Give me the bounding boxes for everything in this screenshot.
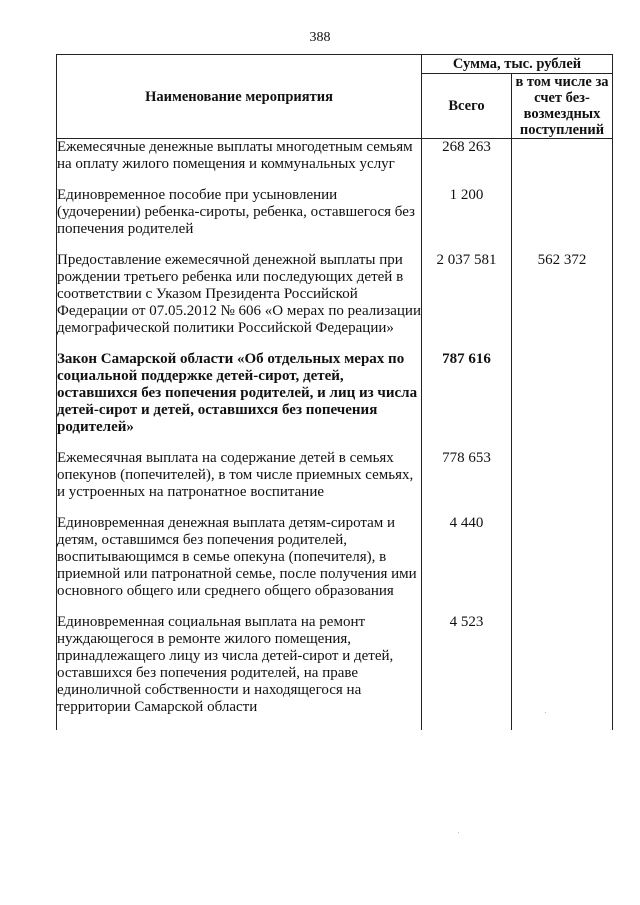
row-free [512,139,613,188]
row-name: Ежемесячные денежные выплаты многодетным семьям на оплату жилого помещения и коммунальных услуг [57,139,422,188]
row-total: 4 523 [422,614,512,730]
scan-speck [545,712,546,713]
page-number: 388 [309,30,331,45]
table-row [57,187,613,252]
row-name: Единовременное пособие при усыновлении (удочерении) ребенка-сироты, ребенка, оставшегося без попечения родителей [57,187,422,252]
row-free [512,450,613,515]
row-total: 778 653 [422,450,512,515]
table-row [57,614,613,730]
row-total: 4 440 [422,515,512,614]
row-free [512,515,613,614]
table-row [57,252,613,351]
header-activity-name: Наименование мероприятия [57,55,422,139]
row-name: Ежемесячная выплата на содержание детей в семьях опекунов (попечителей), в том числе приемных семьях, и устроенных на патронатное воспитание [57,450,422,515]
row-free [512,614,613,730]
row-name: Единовременная денежная выплата детям-сиротам и детям, оставшимся без попечения родителей, воспитывающимся в семье опекуна (попечителя), в приемной или патронатной семье, после получения ими основного общего или среднего общего образования [57,515,422,614]
row-name: Предоставление ежемесячной денежной выплаты при рождении третьего ребенка или последующих детей в соответствии с Указом Президента Российской Федерации от 07.05.2012 № 606 «О мерах по реализации демографической политики Российской Федерации» [57,252,422,351]
row-free: 562 372 [512,252,613,351]
table-row [57,139,613,188]
row-total: 1 200 [422,187,512,252]
table-row [57,515,613,614]
table-row-section [57,351,613,450]
row-total: 268 263 [422,139,512,188]
header-sum: Сумма, тыс. рублей [422,55,613,74]
table-row [57,450,613,515]
row-total: 787 616 [422,351,512,450]
row-total: 2 037 581 [422,252,512,351]
scan-speck [458,832,459,833]
row-free [512,187,613,252]
header-free-receipts: в том числе за счет без-возмездных поступлений [512,74,613,139]
row-name: Закон Самарской области «Об отдельных мерах по социальной поддержке детей-сирот, детей, оставшихся без попечения родителей, и лиц из числа детей-сирот и детей, оставшихся без попечения родителей» [57,351,422,450]
row-name: Единовременная социальная выплата на ремонт нуждающегося в ремонте жилого помещения, принадлежащего лицу из числа детей-сирот и детей, оставшихся без попечения родителей, на праве единоличной собственности и находящегося на территории Самарской области [57,614,422,730]
header-total: Всего [422,74,512,139]
row-free [512,351,613,450]
budget-table [56,54,613,730]
